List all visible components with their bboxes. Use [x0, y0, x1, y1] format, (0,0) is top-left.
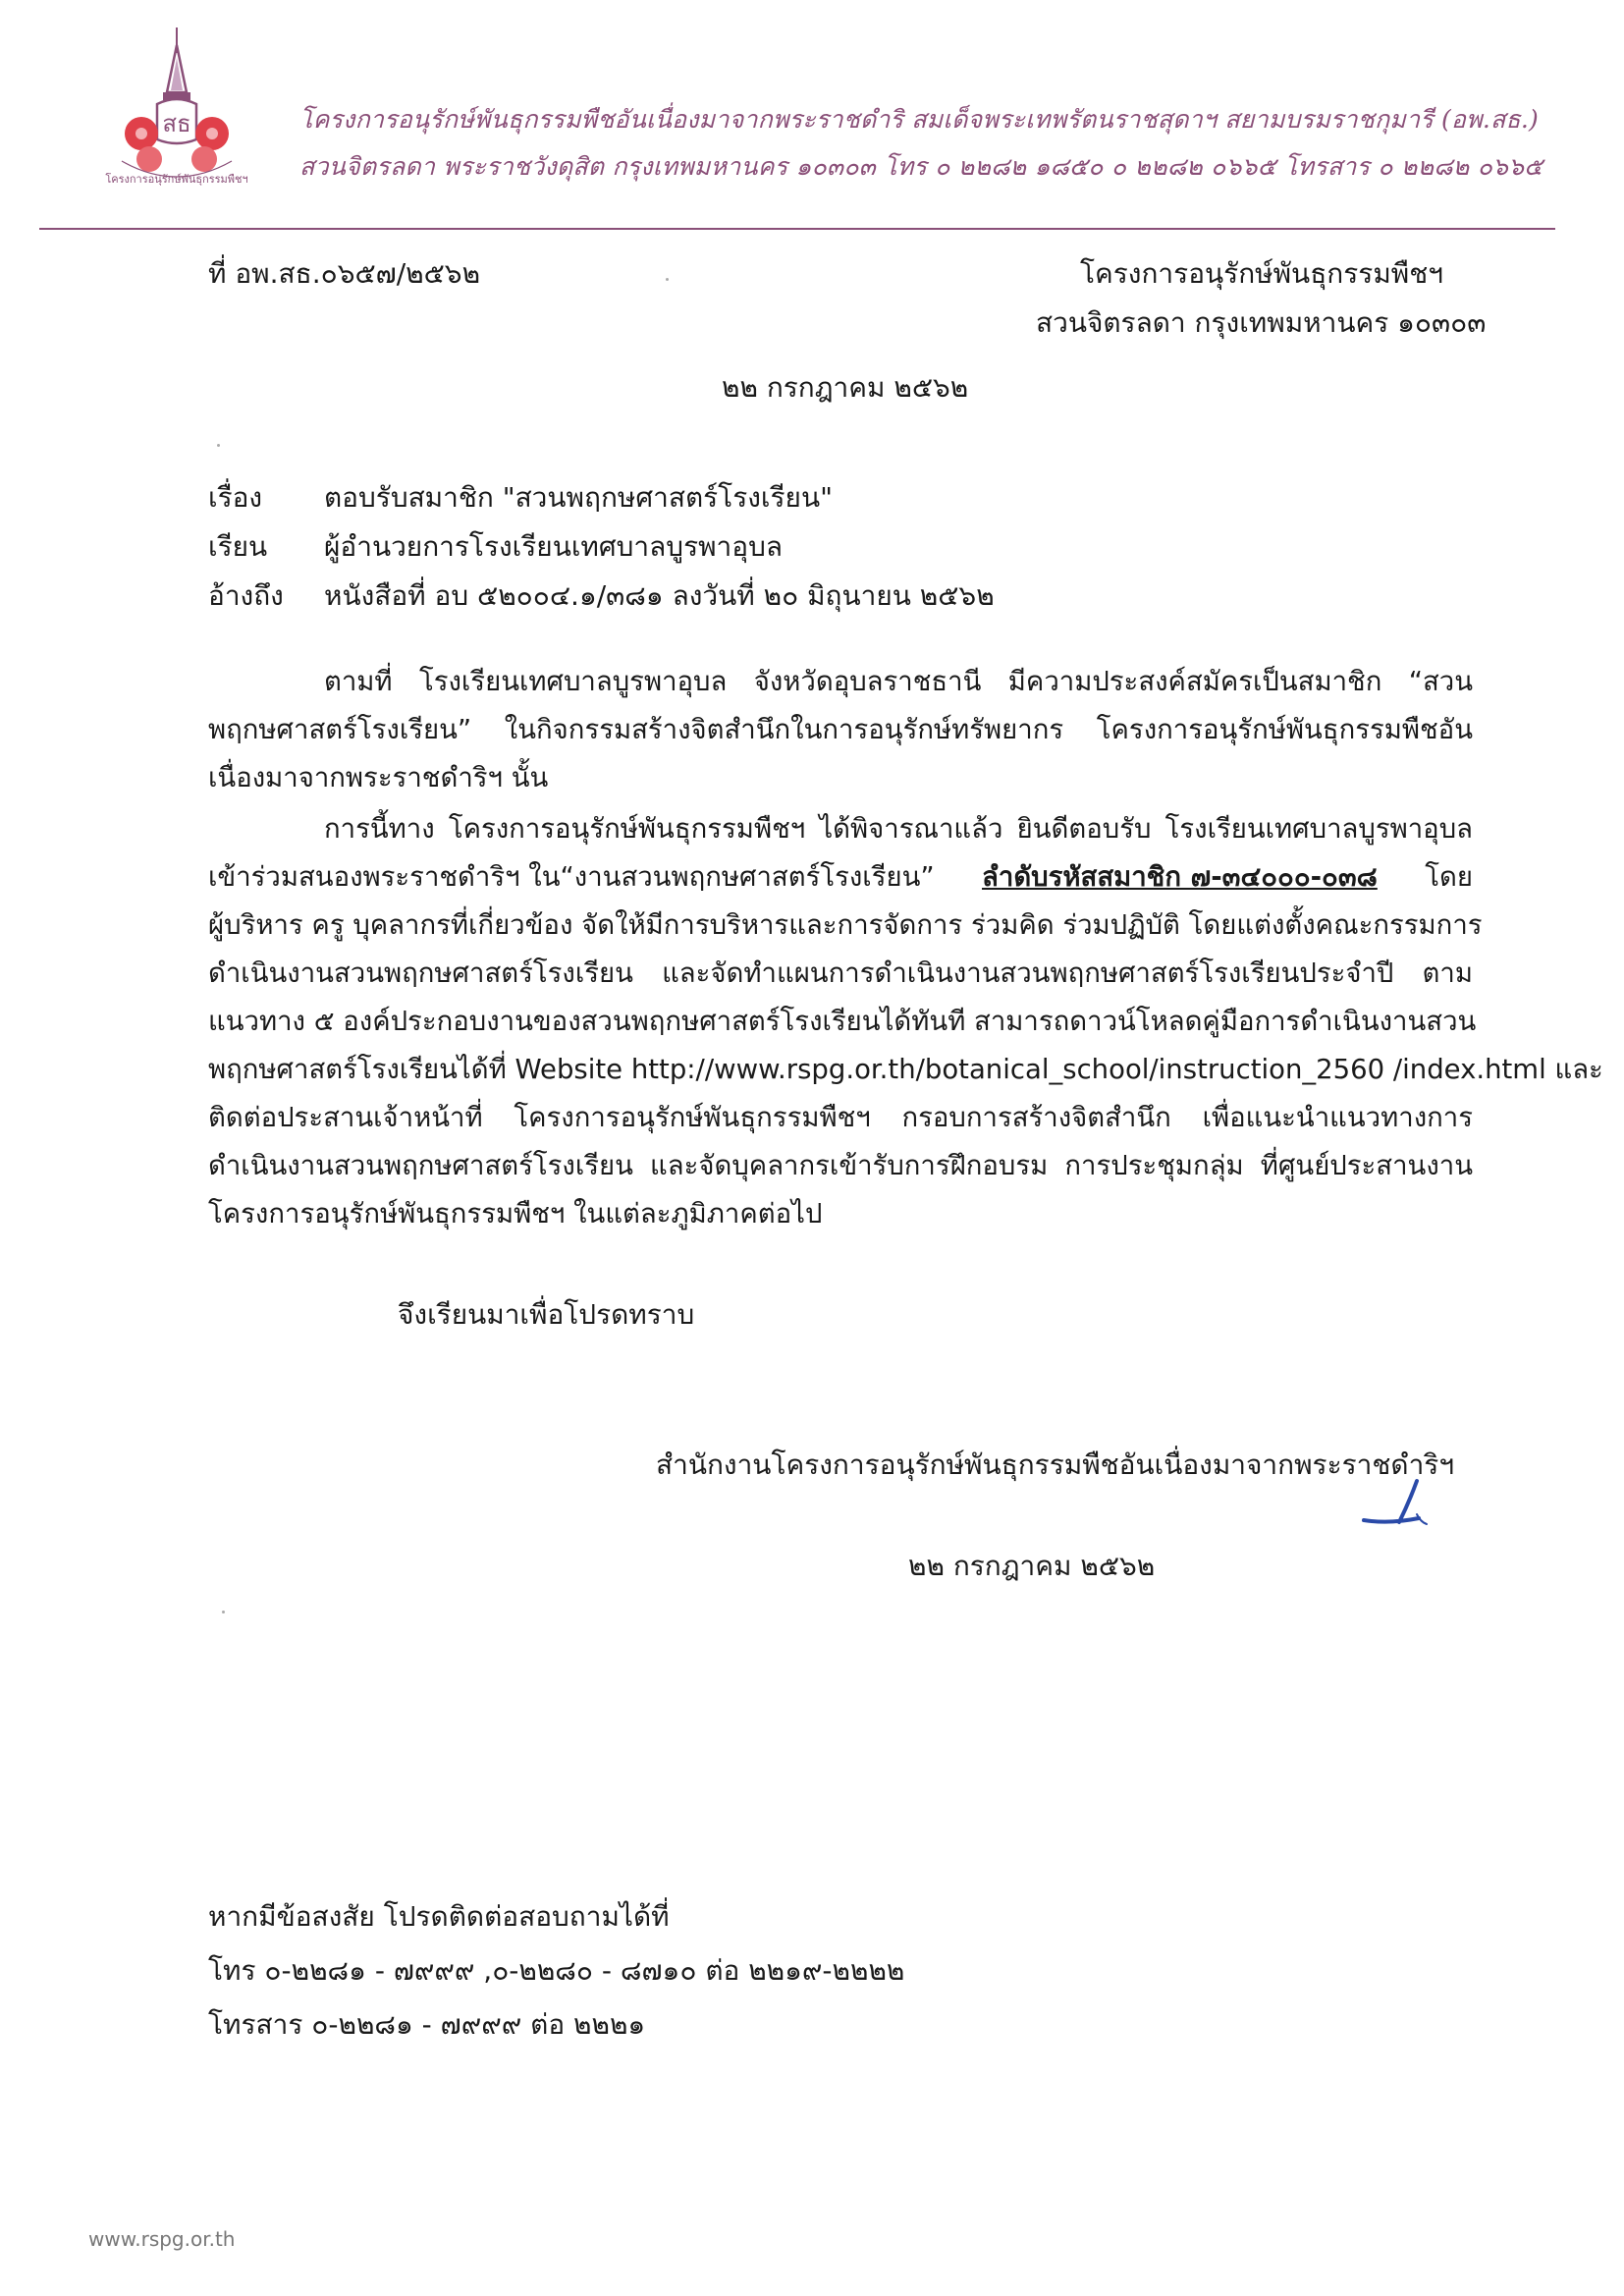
contact-fax: โทรสาร ๐-๒๒๘๑ - ๗๙๙๙ ต่อ ๒๒๒๑: [208, 2008, 646, 2041]
reference-number: ที่ อพ.สธ.๐๖๕๗/๒๕๖๒: [208, 257, 481, 290]
paragraph-1: [208, 658, 1473, 802]
sender-line-1: โครงการอนุรักษ์พันธุกรรมพืชฯ: [1080, 257, 1443, 290]
footer-url: www.rspg.or.th: [88, 2227, 236, 2251]
member-code: ลำดับรหัสสมาชิก ๗-๓๔๐๐๐-๐๓๘: [982, 861, 1378, 893]
scan-speck: [217, 444, 220, 447]
sender-line-2: สวนจิตรลดา กรุงเทพมหานคร ๑๐๓๐๓: [1036, 306, 1487, 339]
paragraph-2-line: [208, 853, 1473, 902]
letterhead-address-line: สวนจิตรลดา พระราชวังดุสิต กรุงเทพมหานคร ๑๐๓๐๓ โทร ๐ ๒๒๘๒ ๑๘๕๐ ๐ ๒๒๘๒ ๐๖๖๕ โทรสาร ๐ ๒๒๘๒ ๐๖๖๕: [299, 152, 1543, 181]
subject-value: ตอบรับสมาชิก "สวนพฤกษศาสตร์โรงเรียน": [324, 481, 833, 514]
paragraph-2-text: เข้าร่วมสนองพระราชดำริฯ ใน“งานสวนพฤกษศาสตร์โรงเรียน”: [208, 861, 935, 893]
reference-value: หนังสือที่ อบ ๕๒๐๐๔.๑/๓๘๑ ลงวันที่ ๒๐ มิถุนายน ๒๕๖๒: [324, 579, 995, 612]
paragraph-2-line: ผู้บริหาร ครู บุคลากรที่เกี่ยวข้อง จัดให้มีการบริหารและการจัดการ ร่วมคิด ร่วมปฏิบัติ โดยแต่งตั้งคณะกรรมการ: [208, 909, 1483, 941]
paragraph-2: [208, 805, 1603, 1238]
letter-date: ๒๒ กรกฎาคม ๒๕๖๒: [722, 371, 969, 404]
signature-date: ๒๒ กรกฎาคม ๒๕๖๒: [908, 1550, 1156, 1582]
svg-text:โครงการอนุรักษ์พันธุกรรมพืชฯ: โครงการอนุรักษ์พันธุกรรมพืชฯ: [105, 173, 248, 186]
signature-mark: [1360, 1473, 1438, 1532]
to-value: ผู้อำนวยการโรงเรียนเทศบาลบูรพาอุบล: [324, 530, 784, 563]
contact-phone: โทร ๐-๒๒๘๑ - ๗๙๙๙ ,๐-๒๒๘๐ - ๘๗๑๐ ต่อ ๒๒๑๙-๒๒๒๒: [208, 1954, 905, 1987]
paragraph-2-line: แนวทาง ๕ องค์ประกอบงานของสวนพฤกษศาสตร์โรงเรียนได้ทันที สามารถดาวน์โหลดคู่มือการดำเนินงานสวน: [208, 1006, 1477, 1037]
paragraph-2-line: การนี้ทาง โครงการอนุรักษ์พันธุกรรมพืชฯ ได้พิจารณาแล้ว ยินดีตอบรับ โรงเรียนเทศบาลบูรพาอุบล: [324, 813, 1473, 845]
paragraph-2-line: ดำเนินงานสวนพฤกษศาสตร์โรงเรียน และจัดบุคลากรเข้ารับการฝึกอบรม การประชุมกลุ่ม ที่ศูนย์ประสานงาน: [208, 1150, 1473, 1181]
signatory: สำนักงานโครงการอนุรักษ์พันธุกรรมพืชอันเนื่องมาจากพระราชดำริฯ: [656, 1449, 1455, 1481]
paragraph-2-line: ดำเนินงานสวนพฤกษศาสตร์โรงเรียน และจัดทำแผนการดำเนินงานสวนพฤกษศาสตร์โรงเรียนประจำปี ตาม: [208, 957, 1473, 989]
paragraph-2-line: พฤกษศาสตร์โรงเรียนได้ที่ Website http://www.rspg.or.th/botanical_school/instruction_2560 /index.html และ: [208, 1054, 1603, 1085]
paragraph-2-text: โดย: [1425, 861, 1473, 893]
letterhead-divider: [39, 228, 1555, 230]
subject-label: เรื่อง: [208, 481, 263, 514]
paragraph-1-line: เนื่องมาจากพระราชดำริฯ นั้น: [208, 762, 549, 793]
to-label: เรียน: [208, 530, 268, 563]
paragraph-1-line: พฤกษศาสตร์โรงเรียน” ในกิจกรรมสร้างจิตสำนึกในการอนุรักษ์ทรัพยากร โครงการอนุรักษ์พันธุกรรมพืชอัน: [208, 714, 1473, 745]
paragraph-1-line: ตามที่ โรงเรียนเทศบาลบูรพาอุบล จังหวัดอุบลราชธานี มีความประสงค์สมัครเป็นสมาชิก “สวน: [324, 666, 1473, 697]
scan-speck: [222, 1611, 225, 1613]
scan-speck: [666, 278, 669, 281]
paragraph-2-line: โครงการอนุรักษ์พันธุกรรมพืชฯ ในแต่ละภูมิภาคต่อไป: [208, 1198, 823, 1230]
rspg-logo: [98, 24, 255, 191]
letterhead-org-line: โครงการอนุรักษ์พันธุกรรมพืชอันเนื่องมาจากพระราชดำริ สมเด็จพระเทพรัตนราชสุดาฯ สยามบรมราชกุมารี (อพ.สธ.): [299, 105, 1539, 134]
reference-label: อ้างถึง: [208, 579, 284, 612]
paragraph-2-line: ติดต่อประสานเจ้าหน้าที่ โครงการอนุรักษ์พันธุกรรมพืชฯ กรอบการสร้างจิตสำนึก เพื่อแนะนำแนวทางการ: [208, 1102, 1473, 1133]
contact-intro: หากมีข้อสงสัย โปรดติดต่อสอบถามได้ที่: [208, 1900, 670, 1933]
closing-line: จึงเรียนมาเพื่อโปรดทราบ: [398, 1298, 695, 1331]
svg-text:สธ: สธ: [162, 110, 191, 137]
